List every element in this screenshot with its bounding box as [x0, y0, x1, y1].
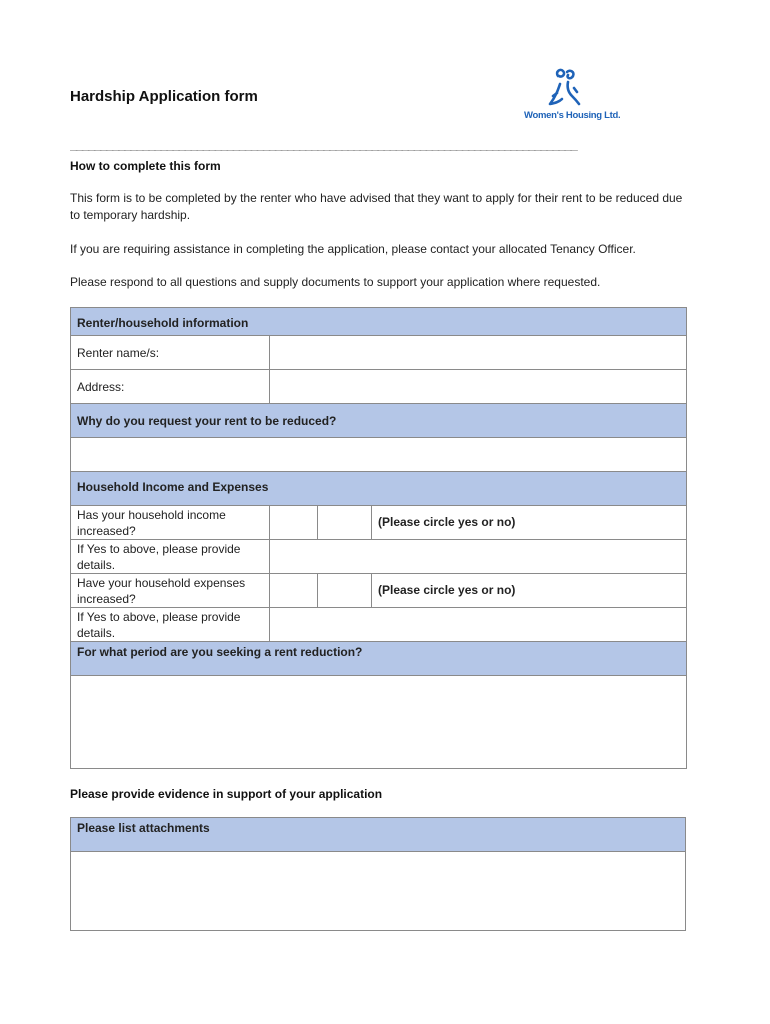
reason-header: Why do you request your rent to be reduced? [71, 404, 687, 438]
divider-rule: ____________________________________________________________________________________ [70, 138, 577, 151]
income-increased-label: Has your household income increased? [71, 506, 270, 540]
attachments-field[interactable] [71, 852, 686, 931]
logo-text: Women's Housing Ltd. [524, 110, 621, 121]
renter-name-field[interactable] [270, 336, 687, 370]
address-field[interactable] [270, 370, 687, 404]
expenses-increased-label: Have your household expenses increased? [71, 574, 270, 608]
instructions-paragraph-1: This form is to be completed by the renter who have advised that they want to apply for their rent to be reduced due to temporary hardship. [70, 191, 683, 222]
evidence-heading: Please provide evidence in support of your application [70, 787, 383, 801]
income-details-field[interactable] [270, 540, 687, 574]
page-title: Hardship Application form [70, 88, 258, 105]
expenses-circle-note: (Please circle yes or no) [372, 574, 687, 608]
instructions-paragraph-2: If you are requiring assistance in completing the application, please contact your allocated Tenancy Officer. [70, 242, 636, 256]
reason-field[interactable] [71, 438, 687, 472]
attachments-header: Please list attachments [71, 818, 686, 852]
instructions-heading: How to complete this form [70, 159, 221, 173]
application-form-table [70, 307, 687, 769]
expenses-no-cell[interactable] [318, 574, 372, 608]
address-label: Address: [71, 370, 270, 404]
renter-name-label: Renter name/s: [71, 336, 270, 370]
expenses-details-field[interactable] [270, 608, 687, 642]
income-expenses-header: Household Income and Expenses [71, 472, 687, 506]
instructions-paragraph-3: Please respond to all questions and supply documents to support your application where requested. [70, 275, 601, 289]
period-header: For what period are you seeking a rent reduction? [71, 642, 687, 676]
income-yes-cell[interactable] [270, 506, 318, 540]
attachments-table [70, 817, 686, 931]
income-details-label: If Yes to above, please provide details. [71, 540, 270, 574]
renter-household-header: Renter/household information [71, 308, 687, 336]
expenses-yes-cell[interactable] [270, 574, 318, 608]
income-circle-note: (Please circle yes or no) [372, 506, 687, 540]
expenses-details-label: If Yes to above, please provide details. [71, 608, 270, 642]
income-no-cell[interactable] [318, 506, 372, 540]
period-field[interactable] [71, 676, 687, 769]
